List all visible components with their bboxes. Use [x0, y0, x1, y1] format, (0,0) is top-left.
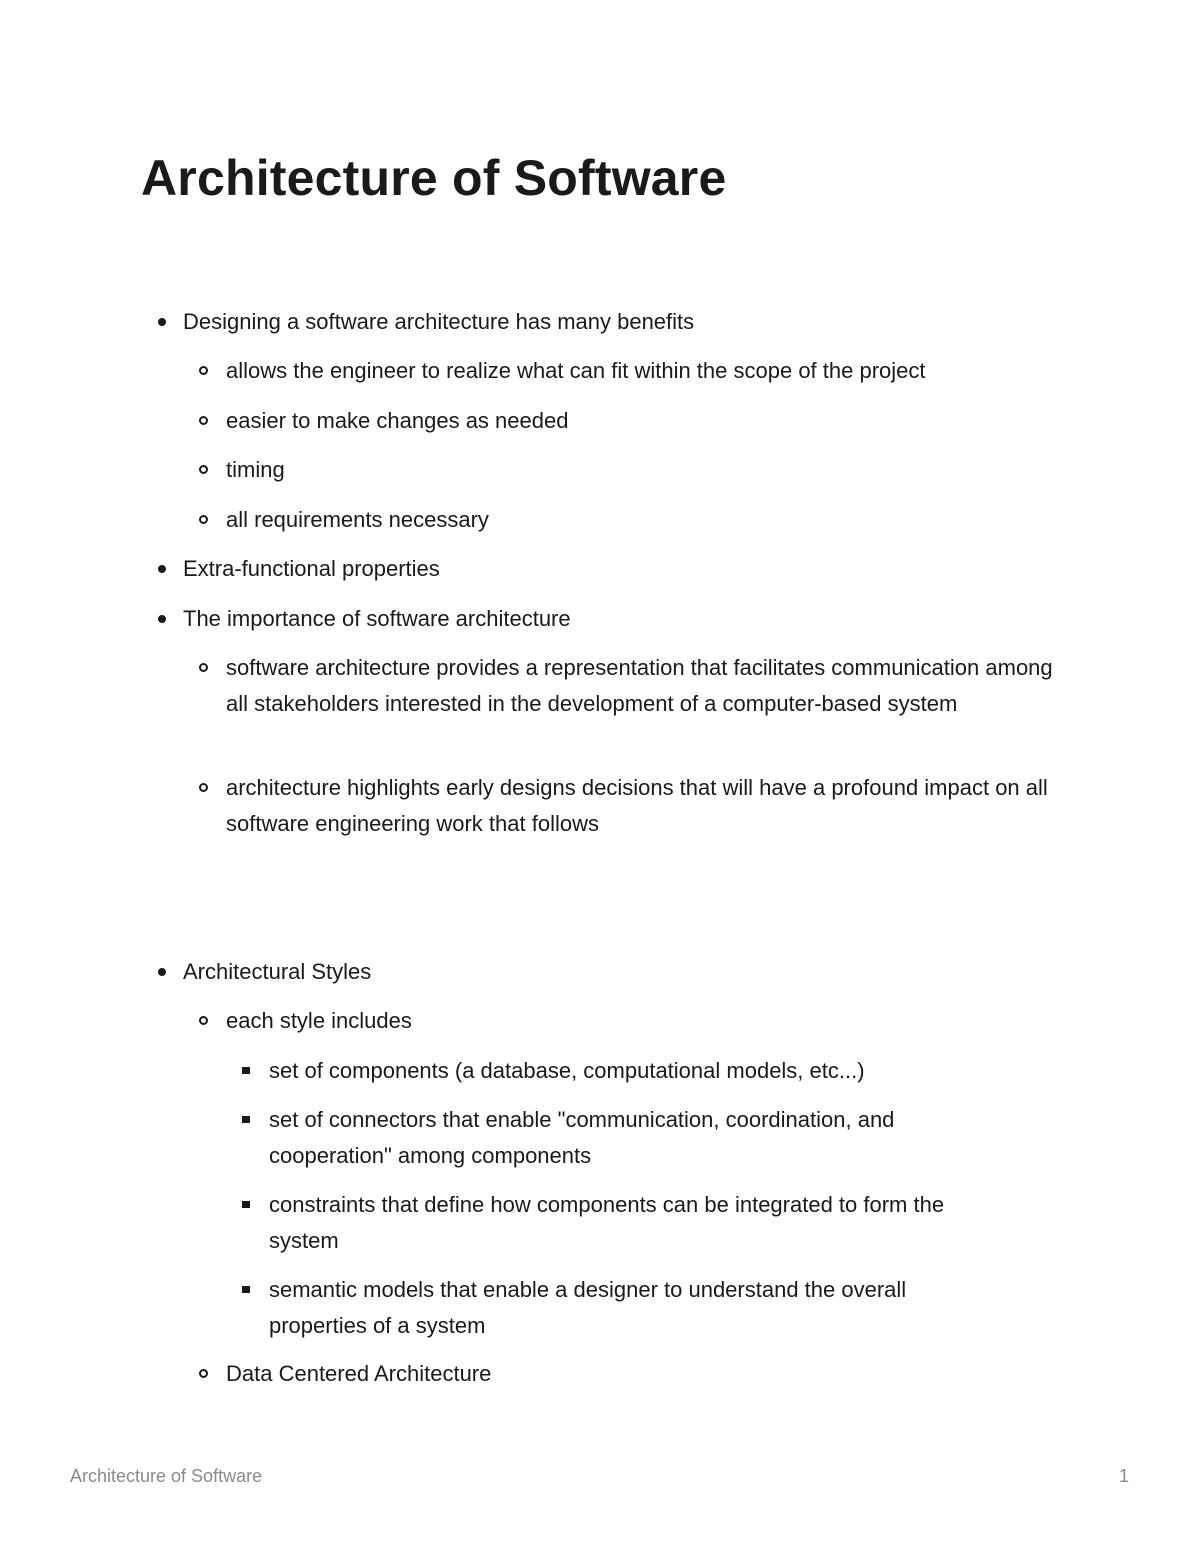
disc-bullet-icon [158, 968, 166, 976]
list-item-text: Data Centered Architecture [226, 1361, 492, 1386]
list-item [226, 403, 1056, 439]
list-item-text: Designing a software architecture has many benefits [183, 309, 695, 334]
list-item [269, 1187, 1009, 1258]
list-item-text: semantic models that enable a designer to understand the overall properties of a system [269, 1277, 907, 1338]
circle-bullet-icon [199, 366, 208, 375]
disc-bullet-icon [158, 565, 166, 573]
square-bullet-icon [242, 1067, 250, 1074]
list-item [183, 304, 1063, 340]
list-item [183, 954, 1063, 990]
square-bullet-icon [242, 1116, 250, 1123]
list-item-text: each style includes [226, 1008, 412, 1033]
disc-bullet-icon [158, 318, 166, 326]
list-item-text: timing [226, 457, 285, 482]
disc-bullet-icon [158, 615, 166, 623]
list-item [226, 502, 1056, 538]
list-item [269, 1102, 1009, 1173]
circle-bullet-icon [199, 416, 208, 425]
list-item [269, 1272, 1009, 1343]
circle-bullet-icon [199, 515, 208, 524]
list-item-text: Extra-functional properties [183, 556, 440, 581]
square-bullet-icon [242, 1201, 250, 1208]
list-item-text: all requirements necessary [226, 507, 489, 532]
circle-bullet-icon [199, 1016, 208, 1025]
list-item [226, 1003, 1056, 1039]
list-item [183, 551, 1063, 587]
list-item [226, 452, 1056, 488]
list-item [226, 1356, 1056, 1392]
list-item-text: Architectural Styles [183, 959, 372, 984]
list-item [226, 650, 1056, 721]
list-item-text: architecture highlights early designs decisions that will have a profound impact on all software engineering work that follows [226, 775, 1048, 836]
page-title: Architecture of Software [141, 150, 727, 206]
square-bullet-icon [242, 1286, 250, 1293]
circle-bullet-icon [199, 663, 208, 672]
footer-document-title: Architecture of Software [70, 1466, 263, 1486]
list-item [226, 770, 1056, 841]
footer-page-number: 1 [1118, 1466, 1129, 1486]
list-item-text: set of components (a database, computational models, etc...) [269, 1058, 865, 1083]
circle-bullet-icon [199, 783, 208, 792]
list-item-text: constraints that define how components can be integrated to form the system [269, 1192, 945, 1253]
list-item-text: easier to make changes as needed [226, 408, 569, 433]
list-item [183, 601, 1063, 637]
list-item [269, 1053, 1009, 1089]
list-item-text: allows the engineer to realize what can fit within the scope of the project [226, 358, 926, 383]
circle-bullet-icon [199, 465, 208, 474]
list-item [226, 353, 1056, 389]
list-item-text: set of connectors that enable "communication, coordination, and cooperation" among components [269, 1107, 895, 1168]
circle-bullet-icon [199, 1369, 208, 1378]
list-item-text: The importance of software architecture [183, 606, 571, 631]
list-item-text: software architecture provides a representation that facilitates communication among all stakeholders interested in the development of a computer-based system [226, 655, 1053, 716]
